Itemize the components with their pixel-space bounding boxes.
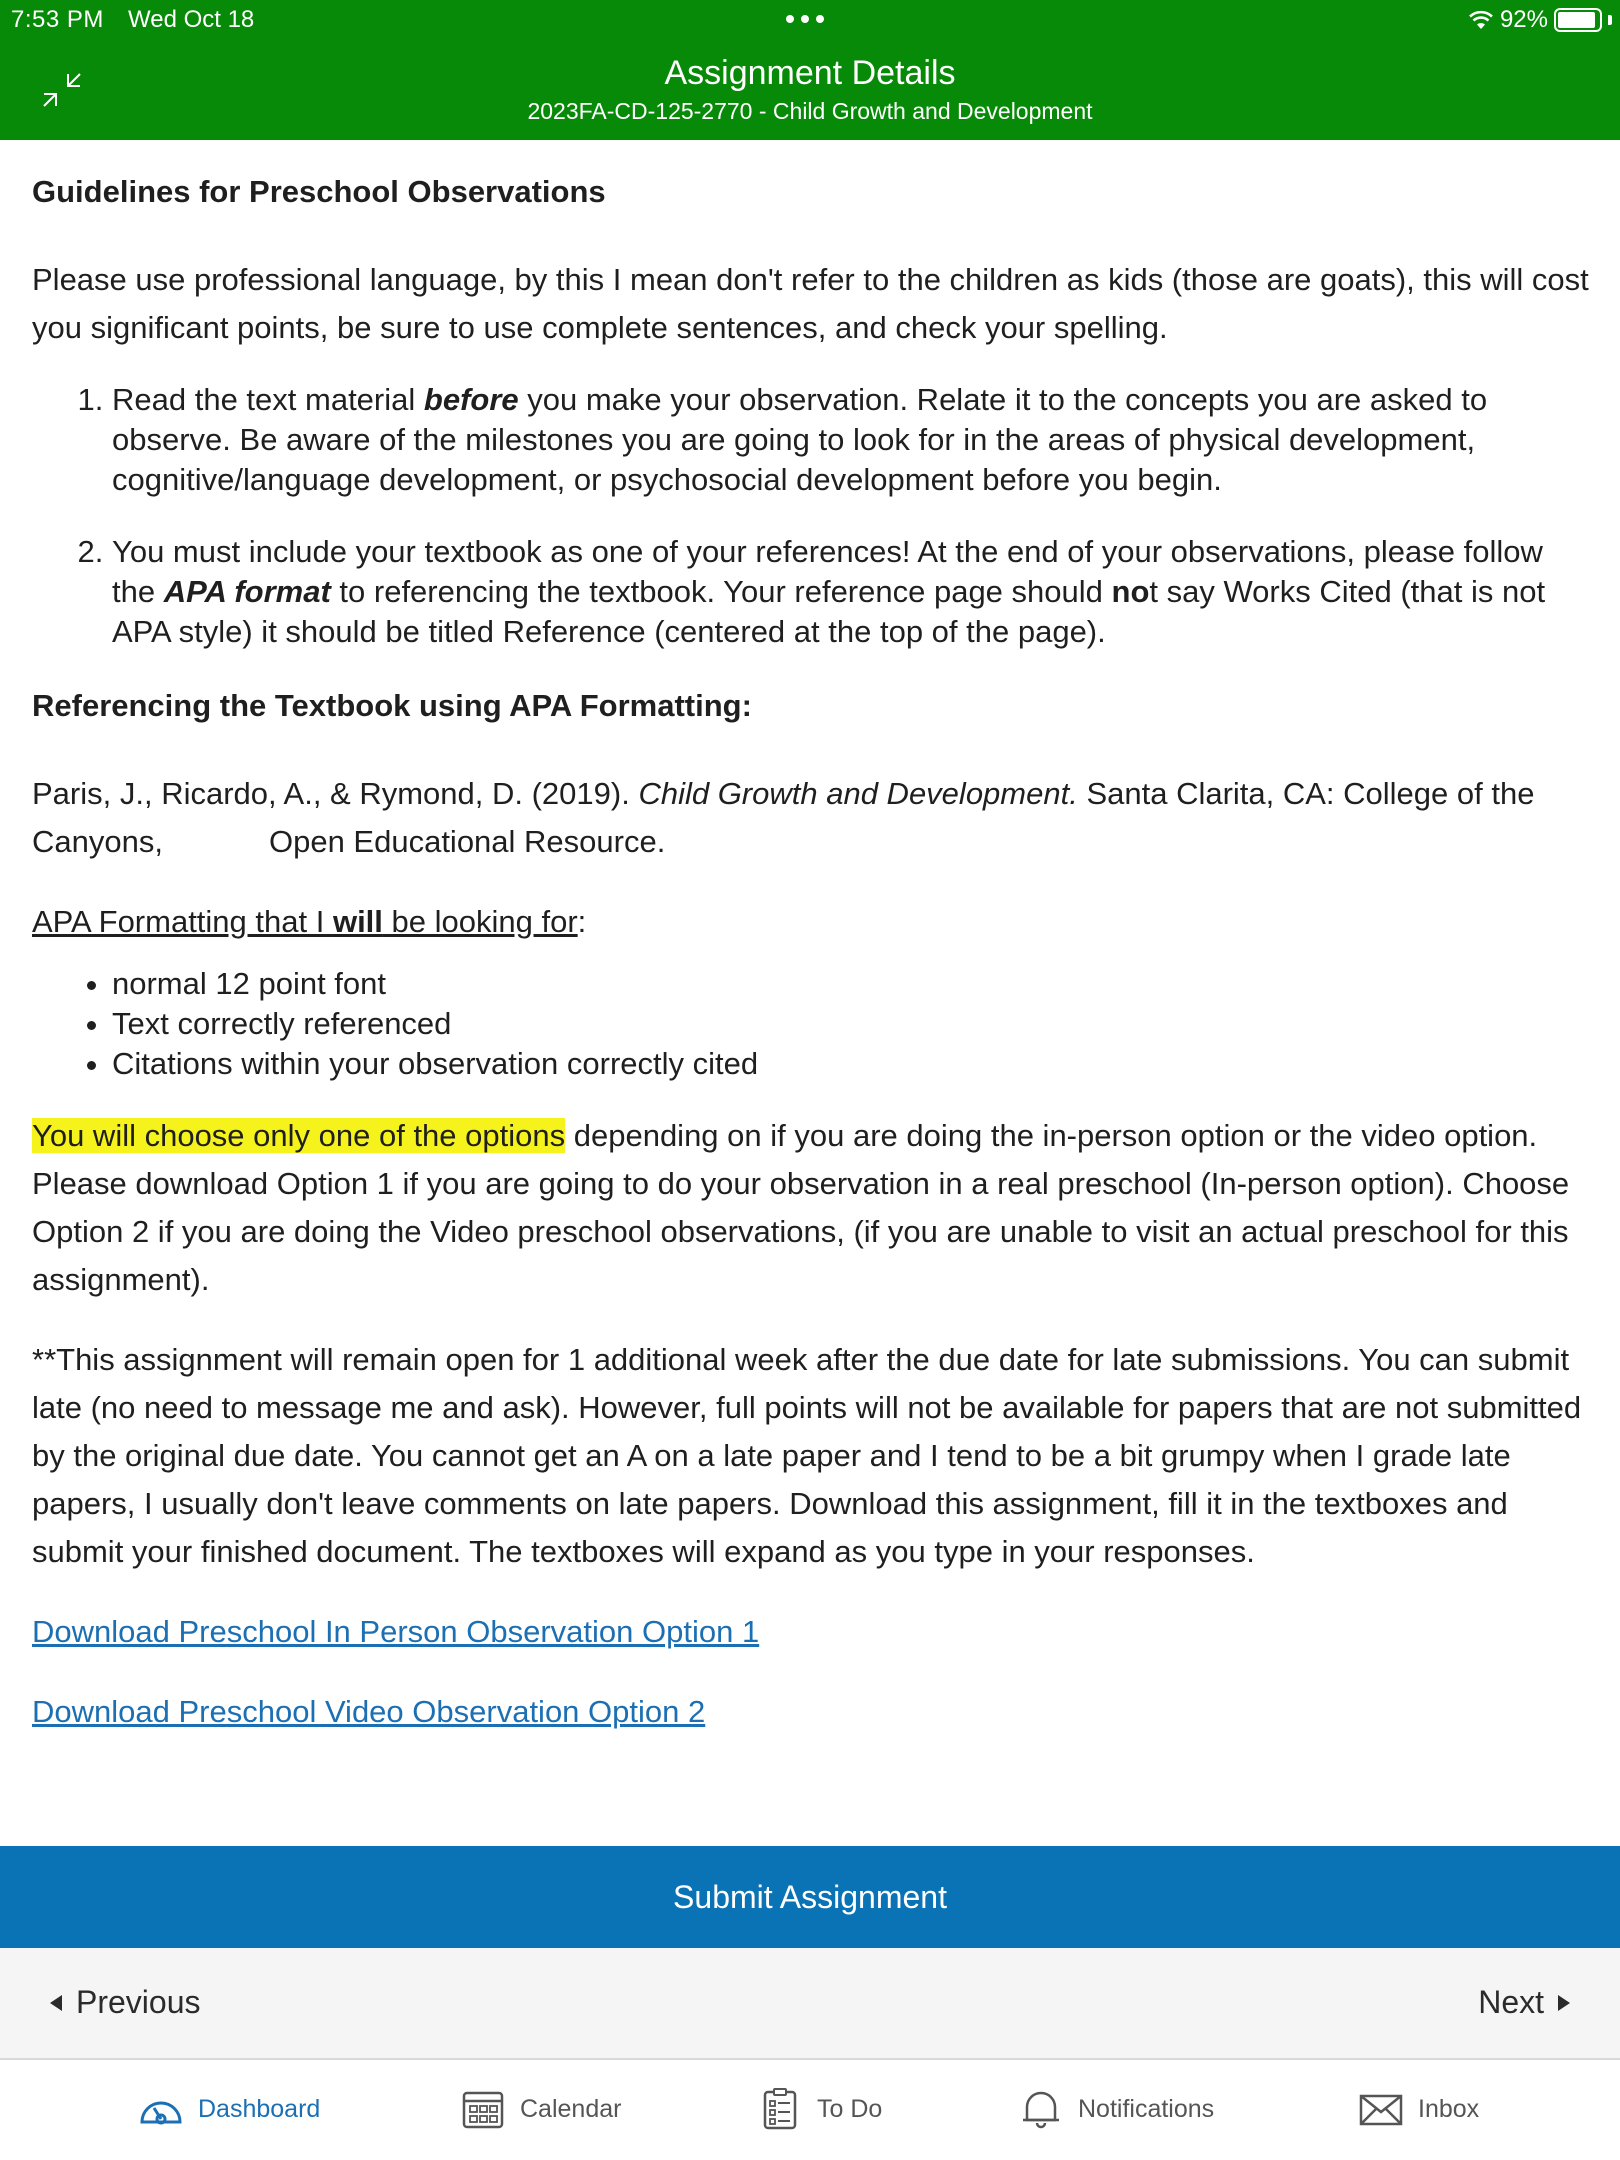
download-option-2-link[interactable]: Download Preschool Video Observation Option 2: [32, 1694, 706, 1729]
late-policy-paragraph: **This assignment will remain open for 1 additional week after the due date for late submissions. You can submit late (no need to message me and ask). However, full points will not be available for papers that are not submitted by the original due date. You cannot get an A on a late paper and I tend to be a bit grumpy when I grade late papers, I usually don't leave comments on late papers. Download this assignment, fill it in the textboxes and submit your finished document. The textboxes will expand as you type in your responses.: [32, 1342, 1582, 1569]
wifi-icon: [1468, 9, 1494, 31]
apa-list: [112, 964, 1592, 1084]
caret-right-icon: [1558, 1995, 1570, 2011]
intro-paragraph: Please use professional language, by this I mean don't refer to the children as kids (those are goats), this will cost you significant points, be sure to use complete sentences, and check your spelling.: [32, 262, 1589, 345]
list-item: 2. You must include your textbook as one of your references! At the end of your observations, please follow the APA format to referencing the textbook. Your reference page should not say Works Cited (that is not APA style) it should be titled Reference (centered at the top of the page).: [112, 532, 1592, 652]
previous-button[interactable]: Previous: [50, 1984, 201, 2021]
options-paragraph: You will choose only one of the options depending on if you are doing the in-person option or the video option. Please download Option 1 if you are going to do your observation in a real preschool (In-person option). Choose Option 2 if you are doing the Video preschool observations, (if you are unable to visit an actual preschool for this assignment).: [32, 1118, 1570, 1297]
tab-calendar[interactable]: Calendar: [460, 2088, 621, 2130]
submit-assignment-button[interactable]: Submit Assignment: [0, 1846, 1620, 1948]
app-header: [0, 0, 1620, 140]
multitasking-dots-icon[interactable]: [786, 15, 824, 23]
caret-left-icon: [50, 1995, 62, 2011]
referencing-heading: Referencing the Textbook using APA Formatting:: [32, 688, 752, 723]
status-date: Wed Oct 18: [128, 6, 255, 33]
guidelines-heading: Guidelines for Preschool Observations: [32, 174, 606, 209]
tab-dashboard[interactable]: Dashboard: [138, 2088, 320, 2130]
assignment-description: [32, 172, 1592, 1736]
list-item: • normal 12 point font: [112, 964, 1592, 1004]
bell-icon: [1018, 2088, 1064, 2130]
calendar-icon: [460, 2088, 506, 2130]
list-item: • Text correctly referenced: [112, 1004, 1592, 1044]
list-item: • Citations within your observation correctly cited: [112, 1044, 1592, 1084]
status-time: 7:53 PM: [11, 6, 104, 33]
battery-icon: [1554, 8, 1602, 32]
course-subtitle: 2023FA-CD-125-2770 - Child Growth and Development: [527, 98, 1093, 124]
tab-notifications[interactable]: Notifications: [1018, 2088, 1214, 2130]
tab-bar: [0, 2060, 1620, 2160]
battery-percent: 92%: [1499, 6, 1548, 33]
tab-todo[interactable]: To Do: [757, 2088, 882, 2130]
citation: Paris, J., Ricardo, A., & Rymond, D. (2019). Child Growth and Development. Santa Clarita, CA: College of the Canyons, Open Educational Resource.: [32, 776, 1535, 859]
status-right: [1468, 6, 1612, 34]
dashboard-icon: [138, 2088, 184, 2130]
page-title: Assignment Details: [664, 54, 956, 92]
next-button[interactable]: Next: [1478, 1984, 1570, 2021]
inbox-icon: [1358, 2088, 1404, 2130]
highlighted-text: You will choose only one of the options: [32, 1118, 566, 1153]
tab-inbox[interactable]: Inbox: [1358, 2088, 1479, 2130]
pager: [0, 1948, 1620, 2060]
guidelines-list: [112, 380, 1592, 652]
todo-icon: [757, 2088, 803, 2130]
download-option-1-link[interactable]: Download Preschool In Person Observation Option 1: [32, 1614, 760, 1649]
apa-intro: APA Formatting that I will be looking for:: [32, 904, 587, 939]
list-item: 1. Read the text material before you make your observation. Relate it to the concepts you are asked to observe. Be aware of the milestones you are going to look for in the areas of physical development, cognitive/language development, or psychosocial development before you begin.: [112, 380, 1592, 500]
